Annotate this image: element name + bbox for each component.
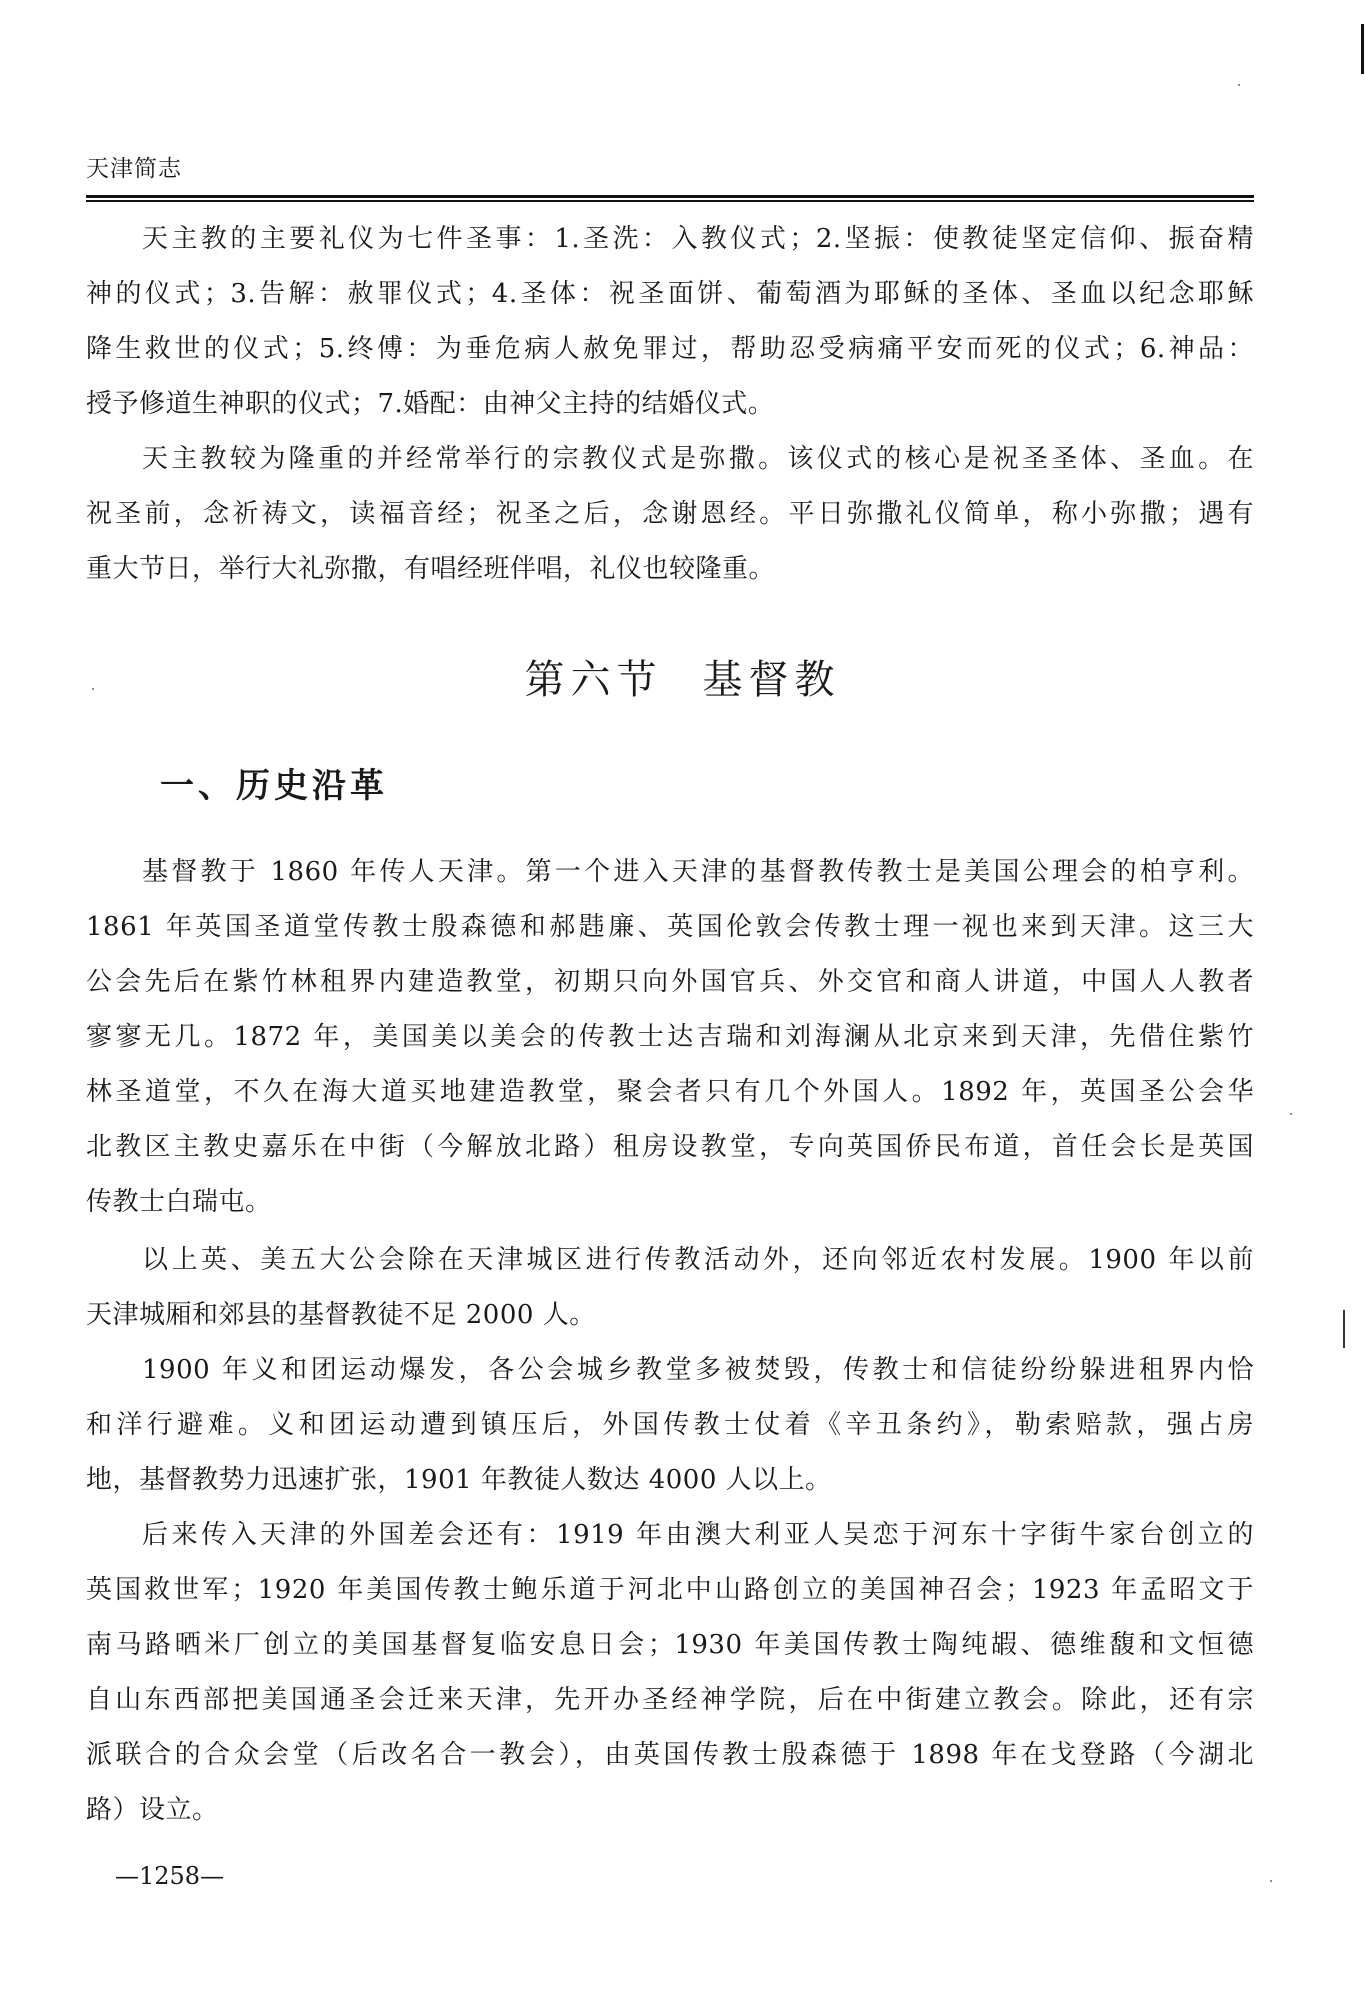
text-line: 派联合的合众会堂（后改名合一教会），由英国传教士殷森德于 1898 年在戈登路（今湖北	[86, 1740, 1254, 1770]
paragraph-mass	[86, 432, 1254, 597]
paragraph-boxer-movement	[86, 1343, 1254, 1508]
text-line: 传教士白瑞屯。	[86, 1187, 272, 1217]
text-line: 1900 年义和团运动爆发，各公会城乡教堂多被焚毁，传教士和信徒纷纷躲进租界内恰	[142, 1355, 1254, 1385]
text-line: 公会先后在紫竹林租界内建造教堂，初期只向外国官兵、外交官和商人讲道，中国人人教者	[86, 967, 1254, 997]
header-rule-thin	[86, 200, 1254, 202]
text-line: 南马路晒米厂创立的美国基督复临安息日会；1930 年美国传教士陶纯嘏、德维馥和文恒德	[86, 1630, 1254, 1660]
scan-edge-mark	[1343, 1310, 1345, 1348]
paragraph-rural-expansion	[86, 1233, 1254, 1343]
scan-speck	[1290, 1113, 1292, 1115]
scan-speck	[1270, 1880, 1272, 1882]
text-line: 祝圣前，念祈祷文，读福音经；祝圣之后，念谢恩经。平日弥撒礼仪简单，称小弥撒；遇有	[86, 499, 1254, 529]
running-head: 天津简志	[86, 156, 182, 182]
text-line: 神的仪式；3.告解：赦罪仪式；4.圣体：祝圣面饼、葡萄酒为耶稣的圣体、圣血以纪念耶稣	[86, 279, 1254, 309]
page-number: —1258—	[115, 1862, 225, 1890]
text-line: 天津城厢和郊县的基督教徒不足 2000 人。	[86, 1300, 596, 1330]
scan-edge-mark	[1361, 24, 1364, 74]
text-line: 和洋行避难。义和团运动遭到镇压后，外国传教士仗着《辛丑条约》，勒索赔款，强占房	[86, 1410, 1254, 1440]
text-line: 天主教较为隆重的并经常举行的宗教仪式是弥撒。该仪式的核心是祝圣圣体、圣血。在	[142, 444, 1254, 474]
text-line: 1861 年英国圣道堂传教士殷森德和郝韪廉、英国伦敦会传教士理一视也来到天津。这三大	[86, 912, 1254, 942]
text-line: 降生救世的仪式；5.终傅：为垂危病人赦免罪过，帮助忍受病痛平安而死的仪式；6.神品：	[86, 334, 1254, 364]
text-line: 授予修道生神职的仪式；7.婚配：由神父主持的结婚仪式。	[86, 389, 775, 419]
section-title	[0, 648, 1365, 705]
scan-speck	[1238, 84, 1240, 86]
text-line: 寥寥无几。1872 年，美国美以美会的传教士达吉瑞和刘海澜从北京来到天津，先借住紫竹	[86, 1022, 1254, 1052]
text-line: 重大节日，举行大礼弥撒，有唱经班伴唱，礼仪也较隆重。	[86, 554, 776, 584]
subsection-title: 一、历史沿革	[160, 766, 388, 806]
text-line: 自山东西部把美国通圣会迁来天津，先开办圣经神学院，后在中街建立教会。除此，还有宗	[86, 1685, 1254, 1715]
text-line: 以上英、美五大公会除在天津城区进行传教活动外，还向邻近农村发展。1900 年以前	[142, 1245, 1254, 1275]
text-line: 天主教的主要礼仪为七件圣事：1.圣洗：入教仪式；2.坚振：使教徒坚定信仰、振奋精	[142, 224, 1254, 254]
paragraph-introduction-history	[86, 845, 1254, 1230]
text-line: 路）设立。	[86, 1795, 219, 1825]
scan-speck	[92, 688, 94, 690]
header-rule-thick	[86, 195, 1254, 198]
text-line: 地，基督教势力迅速扩张，1901 年教徒人数达 4000 人以上。	[86, 1465, 832, 1495]
section-name: 基督教	[702, 657, 841, 703]
paragraph-sacraments	[86, 212, 1254, 432]
paragraph-later-missions	[86, 1508, 1254, 1838]
text-line: 基督教于 1860 年传人天津。第一个进入天津的基督教传教士是美国公理会的柏亨利。	[142, 857, 1254, 887]
text-line: 后来传入天津的外国差会还有：1919 年由澳大利亚人吴恋于河东十字街牛家台创立的	[142, 1520, 1254, 1550]
text-line: 北教区主教史嘉乐在中街（今解放北路）租房设教堂，专向英国侨民布道，首任会长是英国	[86, 1132, 1254, 1162]
text-line: 英国救世军；1920 年美国传教士鲍乐道于河北中山路创立的美国神召会；1923 年孟昭文于	[86, 1575, 1254, 1605]
text-line: 林圣道堂，不久在海大道买地建造教堂，聚会者只有几个外国人。1892 年，英国圣公会华	[86, 1077, 1254, 1107]
section-number: 第六节	[524, 657, 663, 703]
